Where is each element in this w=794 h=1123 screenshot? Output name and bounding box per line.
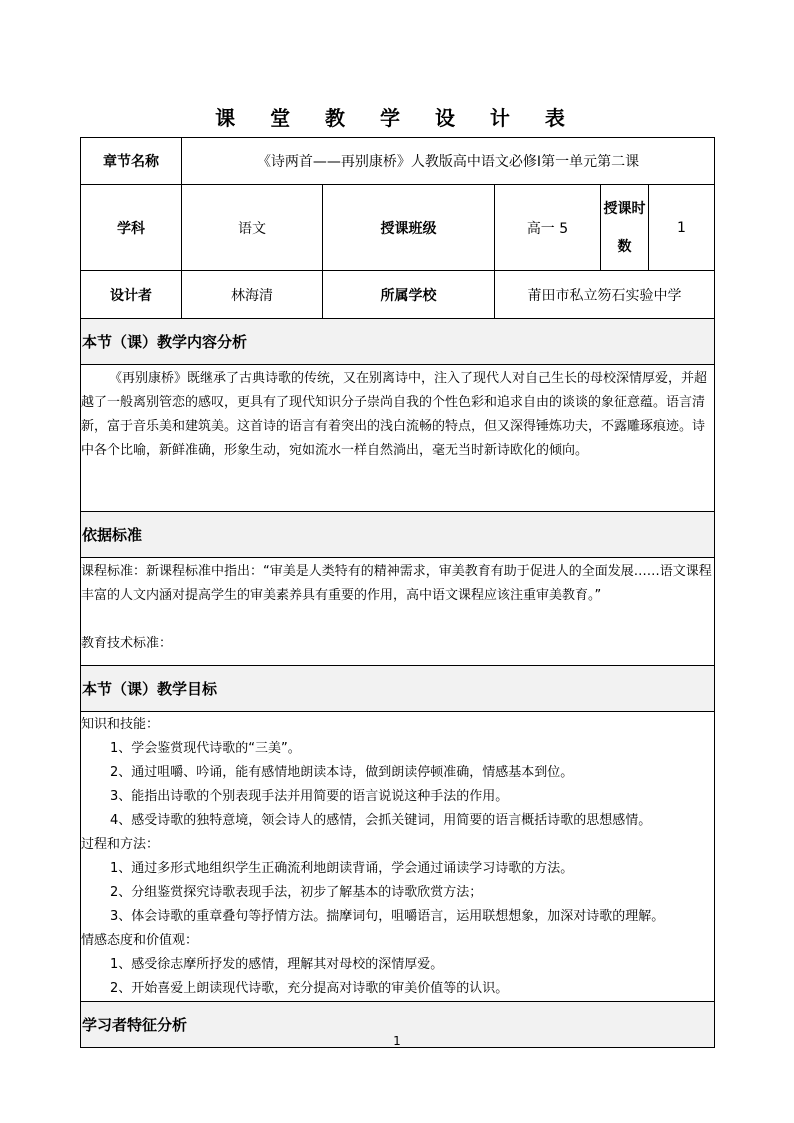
class-value: 高一 5 [495,185,601,271]
standard-title: 依据标准 [81,512,715,558]
content-analysis-body [81,365,715,512]
emotion-item: 2、开始喜爱上朗读现代诗歌，充分提高对诗歌的审美价值等的认识。 [110,981,509,996]
designer-value: 林海清 [182,271,323,319]
process-item: 1、通过多形式地组织学生正确流利地朗读背诵，学会通过诵读学习诗歌的方法。 [110,861,574,876]
chapter-label: 章节名称 [81,138,182,185]
goals-body [81,712,715,1002]
content-analysis-title: 本节（课）教学内容分析 [81,319,715,365]
hours-value: 1 [649,185,715,271]
school-label: 所属学校 [323,271,495,319]
subject-label: 学科 [81,185,182,271]
lesson-design-table [80,137,715,1048]
hours-label [601,185,649,271]
page-number: 1 [393,1034,401,1048]
goals-header [81,666,715,712]
class-label: 授课班级 [323,185,495,271]
designer-label: 设计者 [81,271,182,319]
knowledge-heading: 知识和技能： [81,717,160,732]
page-title: 课 堂 教 学 设 计 表 [215,106,579,130]
process-item: 3、体会诗歌的重章叠句等抒情方法。揣摩词句，咀嚼语言，运用联想想象，加深对诗歌的理解。 [110,909,665,924]
knowledge-item: 3、能指出诗歌的个别表现手法并用简要的语言说说这种手法的作用。 [110,789,509,804]
subject-row [81,185,715,271]
chapter-row [81,138,715,185]
emotion-item: 1、感受徐志摩所抒发的感情，理解其对母校的深情厚爱。 [110,957,444,972]
content-analysis-header [81,319,715,365]
content-analysis-text: 《再别康桥》既继承了古典诗歌的传统，又在别离诗中，注入了现代人对自己生长的母校深情厚爱，并超越了一般离别管恋的感叹，更具有了现代知识分子崇尚自我的个性色彩和追求自由的谈谈的象征意蕴。语言清新，富于音乐美和建筑美。这首诗的语言有着突出的浅白流畅的特点，但又深得锤炼功夫，不露雕琢痕迹。诗中各个比喻，新鲜准确，形象生动，宛如流水一样自然淌出，毫无当时新诗欧化的倾向。 [81,371,708,458]
emotion-heading: 情感态度和价值观： [81,933,199,948]
process-heading: 过程和方法： [81,837,160,852]
tech-standard-text: 教育技术标准： [81,636,173,651]
knowledge-item: 2、通过咀嚼、吟诵，能有感情地朗读本诗，做到朗读停顿准确，情感基本到位。 [110,765,574,780]
designer-row [81,271,715,319]
school-value: 莆田市私立笏石实验中学 [495,271,715,319]
curriculum-standard-text: 课程标准：新课程标准中指出：“审美是人类特有的精神需求，审美教育有助于促进人的全面发展……语文课程丰富的人文内涵对提高学生的审美素养具有重要的作用，高中语文课程应该注重审美教育。” [81,564,712,603]
goals-title: 本节（课）教学目标 [81,666,715,712]
knowledge-item: 1、学会鉴赏现代诗歌的“三美”。 [110,741,301,756]
knowledge-item: 4、感受诗歌的独特意境，领会诗人的感情，会抓关键词，用简要的语言概括诗歌的思想感情。 [110,813,652,828]
hours-label-line2: 数 [617,238,632,255]
standard-header [81,512,715,558]
subject-value: 语文 [182,185,323,271]
hours-label-line1: 授课时 [603,200,646,217]
process-item: 2、分组鉴赏探究诗歌表现手法，初步了解基本的诗歌欣赏方法； [110,885,483,900]
chapter-value: 《诗两首——再别康桥》人教版高中语文必修Ⅰ第一单元第二课 [182,138,715,185]
standard-body [81,558,715,666]
learner-analysis-title: 学习者特征分析 [81,1002,715,1048]
